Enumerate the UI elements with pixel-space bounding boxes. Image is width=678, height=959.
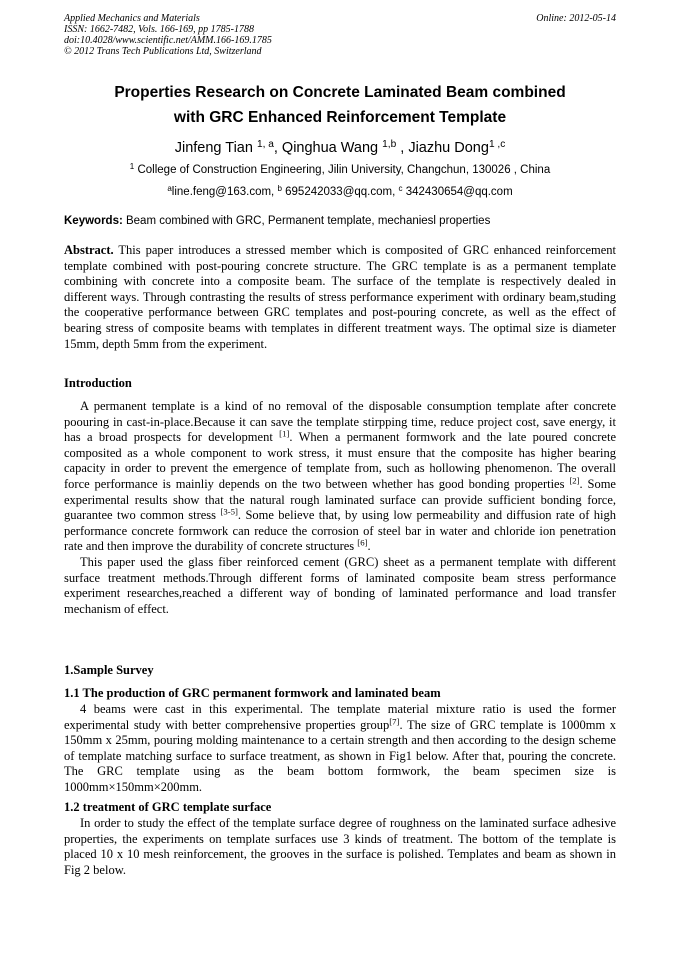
journal-header bbox=[64, 13, 272, 57]
author-name: Qinghua Wang bbox=[281, 140, 379, 156]
introduction-body bbox=[64, 399, 616, 617]
email-superscript: c bbox=[398, 183, 403, 193]
author-superscript: 1,b bbox=[382, 138, 397, 150]
paragraph-text: A permanent template is a kind of no removal of the disposable consumption template after concrete poouring in cast-in-place.Because it can save the template stirpping time, reduce project cost, save energy, it has a broad prospects for development bbox=[64, 399, 616, 445]
citation: [2] bbox=[569, 475, 580, 486]
email-list bbox=[64, 184, 616, 200]
abstract bbox=[64, 243, 616, 352]
author-superscript: 1, a bbox=[256, 138, 274, 150]
email-address: 695242033@qq.com, bbox=[281, 186, 399, 198]
title-line-2: with GRC Enhanced Reinforcement Template bbox=[173, 109, 507, 126]
title-line-1: Properties Research on Concrete Laminated Beam combined bbox=[114, 84, 566, 101]
keywords-label: Keywords: bbox=[64, 215, 123, 227]
affiliation bbox=[64, 162, 616, 178]
email-superscript: a bbox=[167, 183, 172, 193]
introduction-paragraph-1 bbox=[64, 399, 616, 555]
keywords bbox=[64, 213, 616, 229]
paragraph-text: 4 beams were cast in this experimental. The template material mixture ratio is used the former experimental study with better comprehensive properties group bbox=[64, 702, 616, 732]
paragraph-text: . Some believe that, by using low permeability and diffusion rate of high performance concrete formwork can reduce the corrosion of steel bar in water and chloride ion penetration rate and then improve the durability of concrete structures bbox=[64, 508, 616, 554]
section-1-1-heading: 1.1 The production of GRC permanent formwork and laminated beam bbox=[64, 686, 441, 700]
affiliation-text: College of Construction Engineering, Jilin University, Changchun, 130026 , China bbox=[137, 164, 551, 176]
paragraph-text: . When a permanent formwork and the late poured concrete composited as a whole component to work stress, it must ensure that the composite has higher bearing capacity in order to prevent the emergence of template from, such as hollowing phenomenon. The overall force performance is mainliy depends on the two between whether has good bonding properties bbox=[64, 430, 616, 491]
section-1-2-heading: 1.2 treatment of GRC template surface bbox=[64, 800, 272, 814]
abstract-text: This paper introduces a stressed member which is composited of GRC enhanced reinforcement template combined with post-pouring concrete structure. The GRC template is as a permanent template combining with concrete into a composite beam. The surface of the template is respectively dealed in different ways. Through contrasting the results of stress performance experiment with ordinary beam,studing the cooperative performance between GRC templates and post-pouring concrete, as well as the effect of bearing stress of composite beams with templates in different treatment ways. The optimal size is diameter 15mm, depth 5mm from the experiment. bbox=[64, 243, 616, 351]
paragraph-text: . bbox=[367, 539, 371, 554]
issn-line: ISSN: 1662-7482, Vols. 166-169, pp 1785-1788 bbox=[64, 24, 254, 35]
introduction-heading: Introduction bbox=[64, 376, 132, 390]
journal-name: Applied Mechanics and Materials bbox=[64, 13, 200, 24]
email-address: line.feng@163.com, bbox=[171, 186, 278, 198]
author-name: Jinfeng Tian bbox=[174, 140, 253, 156]
section-1-2-paragraph: In order to study the effect of the template surface degree of roughness on the laminated surface adhesive properties, the experiments on template surfaces use 3 kinds of treatment. The bottom of the template is placed 10 x 10 mesh reinforcement, the grooves in the surface is polished. Templates and beam as shown in Fig 2 below. bbox=[64, 816, 616, 877]
citation: [6] bbox=[357, 537, 368, 548]
keywords-text: Beam combined with GRC, Permanent template, mechaniesl properties bbox=[122, 215, 491, 227]
doi-line: doi:10.4028/www.scientific.net/AMM.166-169.1785 bbox=[64, 35, 272, 46]
abstract-label: Abstract. bbox=[64, 243, 114, 257]
author-name: Jiazhu Dong bbox=[408, 140, 489, 156]
introduction-paragraph-2: This paper used the glass fiber reinforced cement (GRC) sheet as a permanent template with different surface treatment methods.Through different forms of laminated composite beam stress performance experiment researches,reached a different way of bonding of laminated performance and load transfer mechanism of effect. bbox=[64, 554, 616, 616]
author-list: Jinfeng Tian $^{1, a}$, Qinghua Wang $^{1,b}$ , Jiazhu Dong$^{1 ,c}$ bbox=[174, 138, 506, 156]
email-superscript: b bbox=[277, 183, 282, 193]
section-1-heading: 1.Sample Survey bbox=[64, 663, 154, 677]
section-1-1-body bbox=[64, 702, 616, 796]
paragraph-text: . Some experimental results show that the natural rough laminated surface can provide sufficient bonding force, guarantee two common stress bbox=[64, 476, 616, 523]
author-superscript: 1 ,c bbox=[488, 138, 506, 150]
citation: [1] bbox=[279, 428, 290, 439]
citation: [3-5] bbox=[220, 506, 238, 517]
copyright-line: © 2012 Trans Tech Publications Ltd, Switzerland bbox=[64, 46, 262, 57]
section-1-1-paragraph bbox=[64, 702, 616, 796]
email-address: 342430654@qq.com bbox=[402, 186, 513, 198]
affiliation-superscript: 1 bbox=[129, 161, 135, 171]
citation: [7] bbox=[389, 716, 400, 727]
paper-title bbox=[64, 80, 616, 130]
section-1-2-body bbox=[64, 816, 616, 878]
paragraph-text: . The size of GRC template is 1000mm x 150mm x 25mm, pouring molding maintenance to a certain strength and then according to the design scheme of template matching surface to surface treatment, as shown in Fig1 below. After that, pouring the concrete. The GRC template using as the beam bottom formwork, the beam specimen size is 1000mm×150mm×200mm. bbox=[64, 717, 616, 794]
online-date: Online: 2012-05-14 bbox=[536, 13, 616, 24]
